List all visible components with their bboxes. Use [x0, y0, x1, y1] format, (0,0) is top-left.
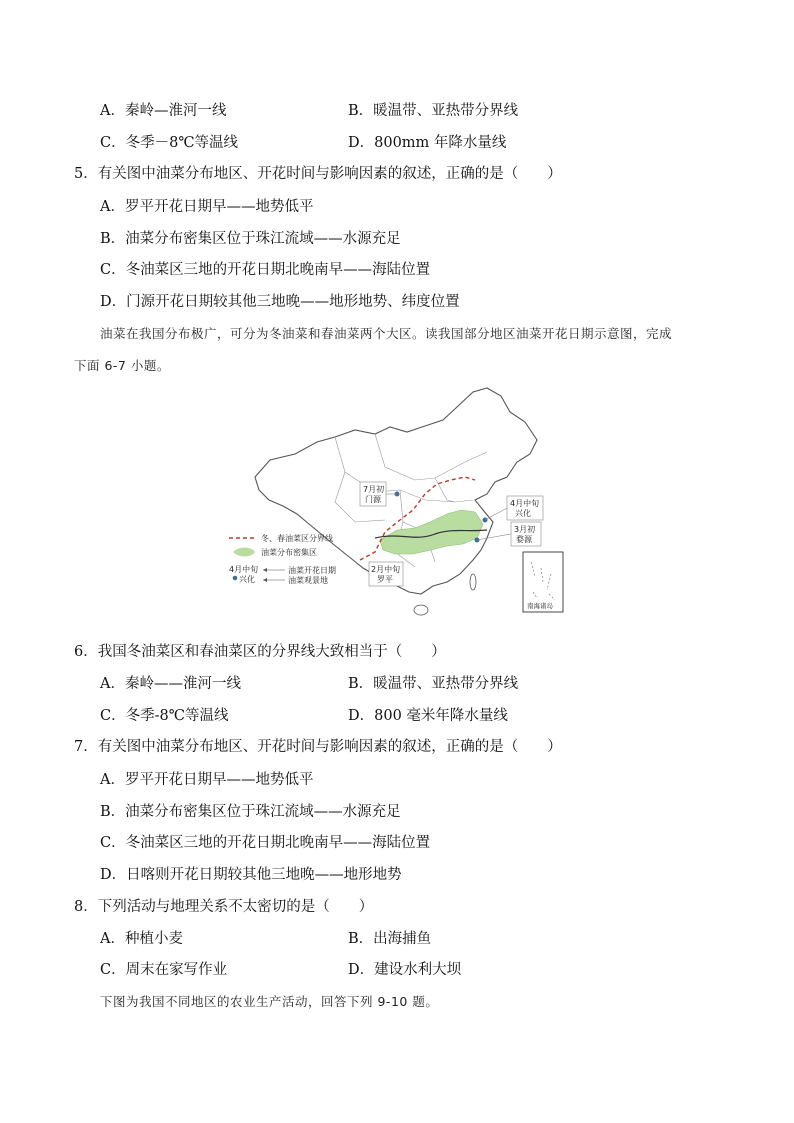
legend-sample-date: 4月中旬	[229, 565, 259, 574]
luoping-name: 罗平	[377, 575, 393, 584]
q5-option-d: D．门源开花日期较其他三地晚——地形地势、纬度位置	[100, 294, 460, 310]
q6-option-a: A．秦岭——淮河一线	[100, 676, 241, 692]
q7-option-a: A．罗平开花日期早——地势低平	[100, 772, 314, 788]
q7-option-b: B．油菜分布密集区位于珠江流域——水源充足	[100, 804, 401, 820]
q5-option-b: B．油菜分布密集区位于珠江流域——水源充足	[100, 231, 401, 247]
q5-option-c: C．冬油菜区三地的开花日期北晚南早——海陆位置	[100, 262, 431, 278]
south-sea-label: 南海诸岛	[527, 602, 553, 610]
legend-dense-label: 油菜分布密集区	[261, 548, 317, 557]
q4-option-a: A．秦岭—淮河一线	[100, 103, 227, 119]
q8-option-c: C．周末在家写作业	[100, 962, 228, 978]
q8-option-b: B．出海捕鱼	[348, 931, 432, 947]
q4-option-d: D．800mm 年降水量线	[348, 135, 507, 151]
intro-9-10: 下图为我国不同地区的农业生产活动，回答下列 9-10 题。	[100, 994, 439, 1009]
legend-sample-place: 兴化	[239, 575, 255, 584]
q5-stem: 5．有关图中油菜分布地区、开花时间与影响因素的叙述，正确的是（ ）	[74, 166, 562, 182]
wuyuan-name: 婺源	[516, 535, 532, 544]
legend-site-icon	[233, 576, 238, 581]
xinghua-name: 兴化	[515, 509, 531, 518]
q6-option-d: D．800 毫米年降水量线	[348, 708, 508, 724]
q7-stem: 7．有关图中油菜分布地区、开花时间与影响因素的叙述，正确的是（ ）	[74, 739, 562, 755]
q7-option-d: D．日喀则开花日期较其他三地晚——地形地势	[100, 867, 402, 883]
xinghua-date: 4月中旬	[510, 499, 540, 508]
legend-boundary-label: 冬、春油菜区分界线	[261, 534, 333, 543]
legend-dense-swatch	[233, 548, 255, 557]
q4-option-b: B．暖温带、亚热带分界线	[348, 103, 519, 119]
intro-6-7-line1: 油菜在我国分布极广，可分为冬油菜和春油菜两个大区。读我国部分地区油菜开花日期示意图，完成	[100, 326, 673, 341]
q6-stem: 6．我国冬油菜区和春油菜区的分界线大致相当于（ ）	[74, 644, 446, 660]
q6-option-c: C．冬季-8℃等温线	[100, 708, 229, 724]
q7-option-c: C．冬油菜区三地的开花日期北晚南早——海陆位置	[100, 835, 431, 851]
menyuan-date: 7月初	[363, 485, 385, 494]
q4-option-c: C．冬季－8℃等温线	[100, 135, 239, 151]
q8-option-a: A．种植小麦	[100, 931, 183, 947]
q6-option-b: B．暖温带、亚热带分界线	[348, 676, 519, 692]
legend-flower-date-label: 油菜开花日期	[288, 566, 336, 575]
q8-option-d: D．建设水利大坝	[348, 962, 462, 978]
intro-6-7-line2: 下面 6-7 小题。	[74, 358, 170, 373]
wuyuan-date: 3月初	[514, 525, 536, 534]
menyuan-name: 门源	[365, 495, 381, 504]
legend-view-site-label: 油菜观景地	[288, 576, 328, 585]
q8-stem: 8．下列活动与地理关系不太密切的是（ ）	[74, 899, 374, 915]
rapeseed-flowering-map	[225, 382, 580, 622]
q5-option-a: A．罗平开花日期早——地势低平	[100, 199, 314, 215]
luoping-date: 2月中旬	[371, 565, 401, 574]
